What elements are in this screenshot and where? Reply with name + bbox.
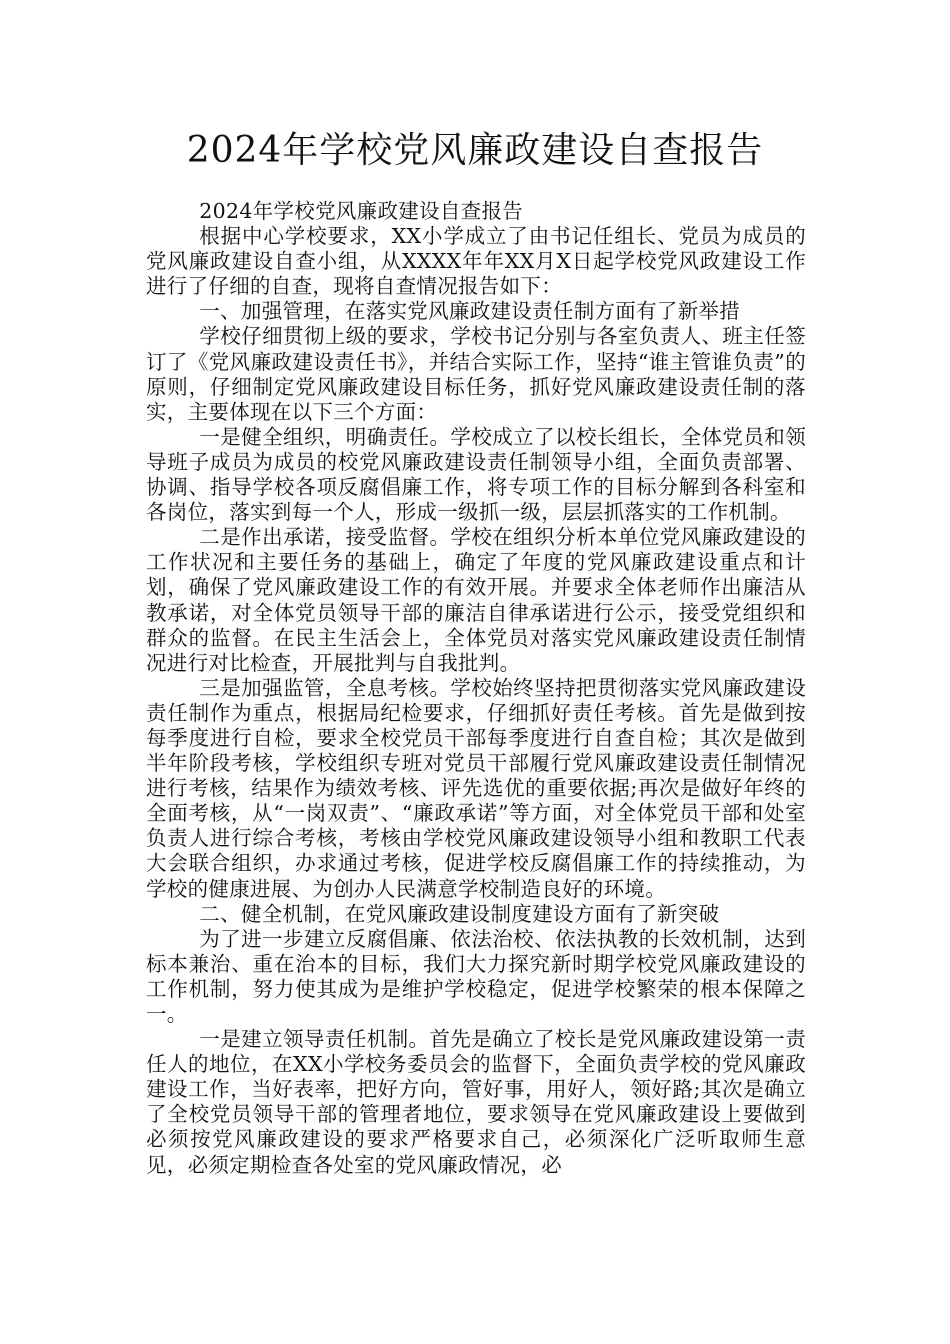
section-heading-2: 二、健全机制，在党风廉政建设制度建设方面有了新突破 xyxy=(199,901,720,926)
document-title: 2024年学校党风廉政建设自查报告 xyxy=(186,130,764,171)
body-paragraph: 学校仔细贯彻上级的要求，学校书记分别与各室负责人、班主任签订了《党风廉政建设责任书》，并结合实际工作，坚持“谁主管谁负责”的原则，仔细制定党风廉政建设目标任务，抓好党风廉政建设责任制的落实，主要体现在以下三个方面： xyxy=(146,324,806,424)
body-paragraph: 二是作出承诺，接受监督。学校在组织分析本单位党风廉政建设的工作状况和主要任务的基础上，确定了年度的党风廉政建设重点和计划，确保了党风廉政建设工作的有效开展。并要求全体老师作出廉洁从教承诺，对全体党员领导干部的廉洁自律承诺进行公示，接受党组织和群众的监督。在民主生活会上，全体党员对落实党风廉政建设责任制情况进行对比检查，开展批判与自我批判。 xyxy=(146,525,806,675)
body-paragraph: 三是加强监管，全息考核。学校始终坚持把贯彻落实党风廉政建设责任制作为重点，根据局纪检要求，仔细抓好责任考核。首先是做到按每季度进行自检，要求全校党员干部每季度进行自查自检；其次是做到半年阶段考核，学校组织专班对党员干部履行党风廉政建设责任制情况进行考核，结果作为绩效考核、评先选优的重要依据;再次是做好年终的全面考核，从“一岗双责”、“廉政承诺”等方面，对全体党员干部和处室负责人进行综合考核，考核由学校党风廉政建设领导小组和教职工代表大会联合组织，办求通过考核，促进学校反腐倡廉工作的持续推动，为学校的健康进展、为创办人民满意学校制造良好的环境。 xyxy=(146,675,806,901)
body-paragraph: 为了进一步建立反腐倡廉、依法治校、依法执教的长效机制，达到标本兼治、重在治本的目标，我们大力探究新时期学校党风廉政建设的工作机制，努力使其成为是维护学校稳定，促进学校繁荣的根本保障之一。 xyxy=(146,926,806,1026)
body-paragraph-heading: 2024年学校党风廉政建设自查报告 xyxy=(199,199,524,223)
body-paragraph-intro: 根据中心学校要求，XX小学成立了由书记任组长、党员为成员的党风廉政建设自查小组，从XXXX年年XX月X日起学校党风政建设工作进行了仔细的自查，现将自查情况报告如下： xyxy=(146,224,806,299)
body-paragraph: 一是建立领导责任机制。首先是确立了校长是党风廉政建设第一责任人的地位，在XX小学校务委员会的监督下，全面负责学校的党风廉政建设工作，当好表率，把好方向，管好事，用好人，领好路;其次是确立了全校党员领导干部的管理者地位，要求领导在党风廉政建设上要做到必须按党风廉政建设的要求严格要求自己，必须深化广泛听取师生意见，必须定期检查各处室的党风廉政情况，必 xyxy=(146,1027,806,1177)
section-heading-1: 一、加强管理，在落实党风廉政建设责任制方面有了新举措 xyxy=(199,299,741,324)
document-body xyxy=(146,199,806,1178)
body-paragraph: 一是健全组织，明确责任。学校成立了以校长组长，全体党员和领导班子成员为成员的校党风廉政建设责任制领导小组，全面负责部署、协调、指导学校各项反腐倡廉工作，将专项工作的目标分解到各科室和各岗位，落实到每一个人，形成一级抓一级，层层抓落实的工作机制。 xyxy=(146,424,806,525)
